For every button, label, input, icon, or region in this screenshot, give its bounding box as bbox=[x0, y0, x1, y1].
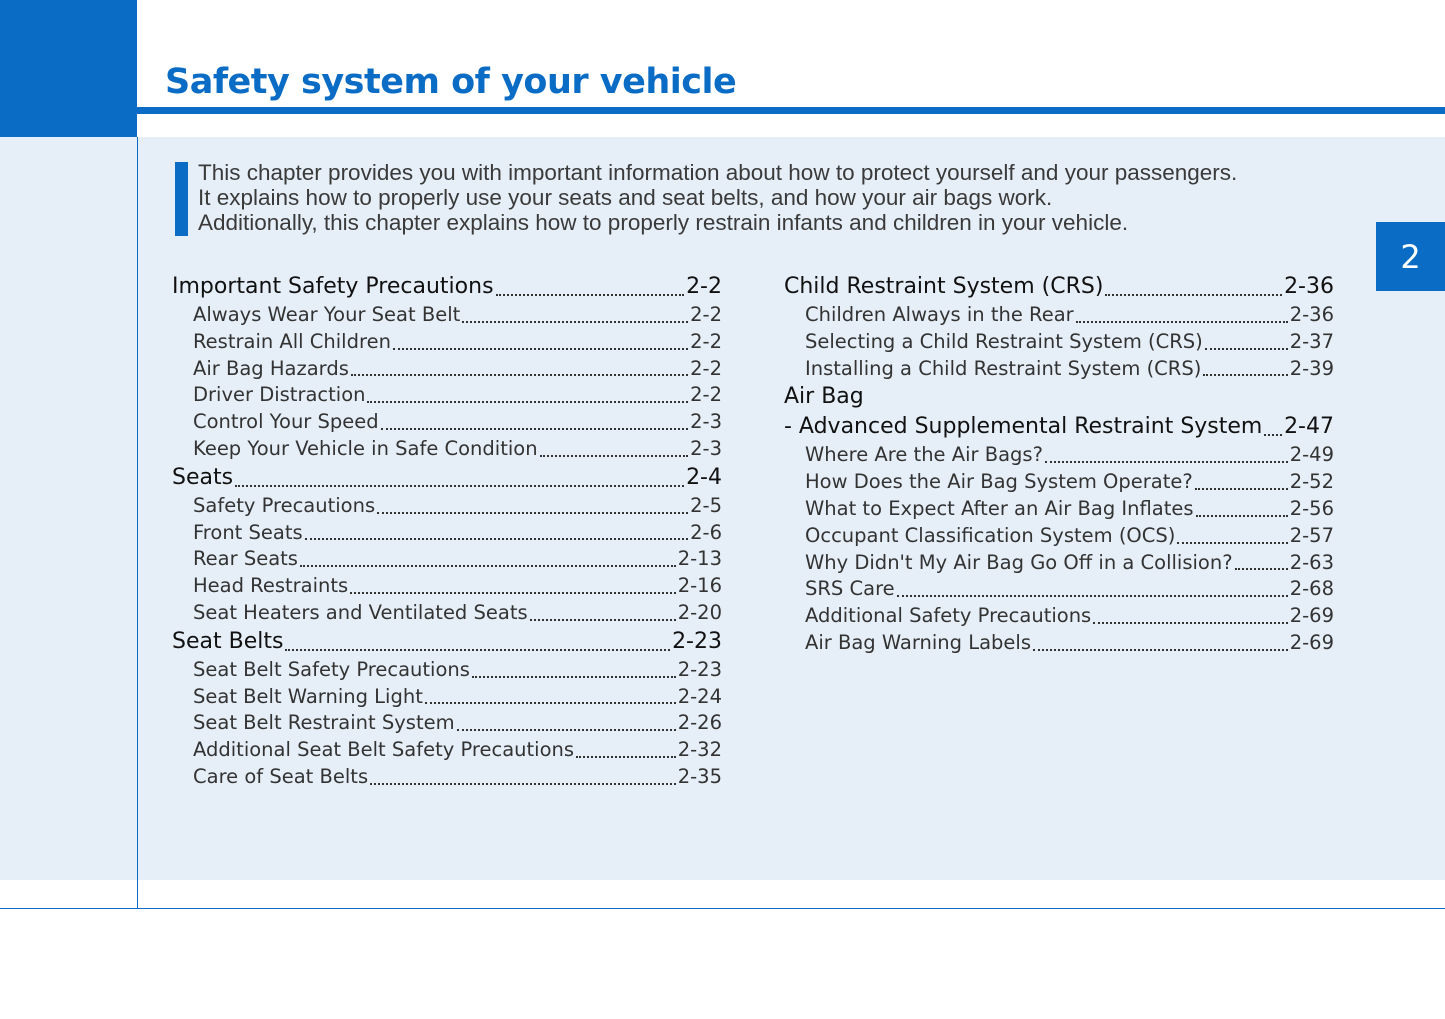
intro-accent-bar bbox=[175, 162, 188, 236]
toc-entry[interactable] bbox=[784, 630, 1334, 657]
corner-color-block bbox=[0, 0, 137, 137]
intro-line: It explains how to properly use your seats and seat belts, and how your air bags work. bbox=[198, 185, 1053, 210]
toc-page: 2-35 bbox=[677, 764, 722, 788]
toc-label: Safety Precautions bbox=[193, 493, 376, 517]
toc-entry[interactable] bbox=[784, 302, 1334, 329]
toc-label: Child Restraint System (CRS) bbox=[784, 274, 1104, 299]
toc-label: Where Are the Air Bags? bbox=[805, 443, 1043, 467]
toc-label: Seat Belt Warning Light bbox=[193, 684, 423, 708]
toc-page: 2-56 bbox=[1289, 496, 1334, 520]
toc-label: Rear Seats bbox=[193, 547, 298, 571]
toc-page: 2-16 bbox=[677, 574, 722, 598]
toc-page: 2-63 bbox=[1289, 550, 1334, 574]
toc-page: 2-2 bbox=[690, 303, 722, 326]
toc-entry[interactable] bbox=[784, 496, 1334, 523]
toc-entry[interactable] bbox=[784, 469, 1334, 496]
toc-heading-air-bag[interactable]: Air Bag bbox=[784, 384, 864, 410]
toc-page: 2-20 bbox=[677, 600, 722, 624]
toc-page: 2-69 bbox=[1289, 630, 1334, 654]
toc-label: Air Bag Hazards bbox=[193, 356, 349, 380]
toc-label: Always Wear Your Seat Belt bbox=[193, 303, 461, 326]
toc-entry[interactable] bbox=[172, 272, 722, 302]
intro-line: This chapter provides you with important information about how to protect yourself and your passengers. bbox=[198, 160, 1238, 185]
toc-page: 2-36 bbox=[1289, 303, 1334, 326]
toc-page: 2-23 bbox=[672, 628, 722, 654]
toc-page: 2-2 bbox=[690, 329, 722, 353]
toc-label: Why Didn't My Air Bag Go Off in a Collision? bbox=[805, 550, 1233, 574]
toc-entry[interactable] bbox=[172, 520, 722, 547]
toc-page: 2-37 bbox=[1289, 329, 1334, 353]
toc-entry[interactable] bbox=[172, 600, 722, 627]
toc-entry[interactable] bbox=[784, 523, 1334, 550]
toc-label: Installing a Child Restraint System (CRS) bbox=[805, 356, 1202, 380]
toc-page: 2-2 bbox=[686, 274, 722, 299]
toc-entry[interactable] bbox=[172, 737, 722, 764]
toc-page: 2-23 bbox=[677, 657, 722, 681]
toc-entry[interactable] bbox=[172, 463, 722, 493]
toc-page: 2-57 bbox=[1289, 523, 1334, 547]
toc-page: 2-2 bbox=[690, 356, 722, 380]
toc-page: 2-52 bbox=[1289, 470, 1334, 494]
toc-label: Additional Seat Belt Safety Precautions bbox=[193, 738, 575, 762]
toc-label: Seat Belts bbox=[172, 628, 284, 654]
toc-page: 2-49 bbox=[1289, 443, 1334, 467]
toc-entry[interactable] bbox=[784, 412, 1334, 442]
toc-entry[interactable] bbox=[172, 302, 722, 329]
toc-entry[interactable] bbox=[172, 710, 722, 737]
left-margin-band bbox=[0, 137, 137, 880]
toc-label: SRS Care bbox=[805, 577, 895, 601]
toc-label: Control Your Speed bbox=[193, 410, 379, 434]
toc-entry[interactable] bbox=[784, 272, 1334, 302]
toc-page: 2-32 bbox=[677, 738, 722, 762]
toc-label: Seat Heaters and Ventilated Seats bbox=[193, 600, 528, 624]
toc-entry[interactable] bbox=[172, 436, 722, 463]
toc-page: 2-24 bbox=[677, 684, 722, 708]
left-divider bbox=[137, 137, 138, 909]
toc-label: Seat Belt Restraint System bbox=[193, 711, 455, 735]
toc-label: Care of Seat Belts bbox=[193, 764, 369, 788]
toc-label: Driver Distraction bbox=[193, 383, 366, 407]
toc-page: 2-3 bbox=[690, 436, 722, 460]
toc-entry[interactable] bbox=[784, 576, 1334, 603]
toc-entry[interactable] bbox=[172, 382, 722, 409]
toc-entry[interactable] bbox=[172, 573, 722, 600]
toc-label: Important Safety Precautions bbox=[172, 274, 494, 299]
toc-label: Keep Your Vehicle in Safe Condition bbox=[193, 436, 538, 460]
toc-page: 2-36 bbox=[1284, 274, 1334, 299]
toc-label: Front Seats bbox=[193, 520, 303, 544]
toc-entry[interactable] bbox=[784, 356, 1334, 383]
toc-label: Seats bbox=[172, 464, 234, 490]
toc-entry[interactable] bbox=[784, 550, 1334, 577]
chapter-tab[interactable] bbox=[1376, 222, 1445, 291]
toc-page: 2-6 bbox=[690, 520, 722, 544]
toc-page: 2-68 bbox=[1289, 577, 1334, 601]
toc-entry[interactable] bbox=[172, 684, 722, 711]
intro-line: Additionally, this chapter explains how to properly restrain infants and children in your vehicle. bbox=[198, 210, 1129, 235]
toc-entry[interactable] bbox=[172, 657, 722, 684]
chapter-number: 2 bbox=[1400, 237, 1421, 276]
toc-entry[interactable] bbox=[172, 356, 722, 383]
toc-label: - Advanced Supplemental Restraint System bbox=[784, 414, 1263, 440]
toc-entry[interactable] bbox=[172, 329, 722, 356]
toc-page: 2-69 bbox=[1289, 604, 1334, 628]
toc-page: 2-47 bbox=[1284, 414, 1334, 440]
toc-page: 2-3 bbox=[690, 410, 722, 434]
bottom-divider bbox=[0, 908, 1445, 909]
toc-label: Seat Belt Safety Precautions bbox=[193, 657, 470, 681]
toc-page: 2-39 bbox=[1289, 356, 1334, 380]
toc-label: Selecting a Child Restraint System (CRS) bbox=[805, 329, 1203, 353]
title-underline bbox=[137, 107, 1445, 114]
toc-entry[interactable] bbox=[784, 442, 1334, 469]
intro-text bbox=[198, 160, 1348, 235]
toc-entry[interactable] bbox=[172, 627, 722, 657]
toc-left-column bbox=[172, 272, 722, 791]
toc-entry[interactable] bbox=[172, 409, 722, 436]
toc-page: 2-2 bbox=[690, 383, 722, 407]
toc-entry[interactable] bbox=[172, 493, 722, 520]
page-title: Safety system of your vehicle bbox=[165, 62, 737, 102]
toc-label: Occupant Classification System (OCS) bbox=[805, 523, 1176, 547]
toc-label: Restrain All Children bbox=[193, 329, 391, 353]
toc-label: Head Restraints bbox=[193, 574, 349, 598]
toc-label: What to Expect After an Air Bag Inflates bbox=[805, 496, 1194, 520]
toc-entry[interactable] bbox=[172, 764, 722, 791]
toc-entry[interactable] bbox=[784, 603, 1334, 630]
toc-label: How Does the Air Bag System Operate? bbox=[805, 470, 1193, 494]
toc-page: 2-5 bbox=[690, 493, 722, 517]
toc-right-column bbox=[784, 272, 1334, 657]
toc-label: Additional Safety Precautions bbox=[805, 604, 1092, 628]
toc-page: 2-13 bbox=[677, 547, 722, 571]
toc-page: 2-26 bbox=[677, 711, 722, 735]
toc-label: Children Always in the Rear bbox=[805, 303, 1074, 326]
toc-entry[interactable] bbox=[172, 546, 722, 573]
toc-label: Air Bag Warning Labels bbox=[805, 630, 1032, 654]
toc-page: 2-4 bbox=[686, 464, 722, 490]
toc-entry[interactable] bbox=[784, 329, 1334, 356]
